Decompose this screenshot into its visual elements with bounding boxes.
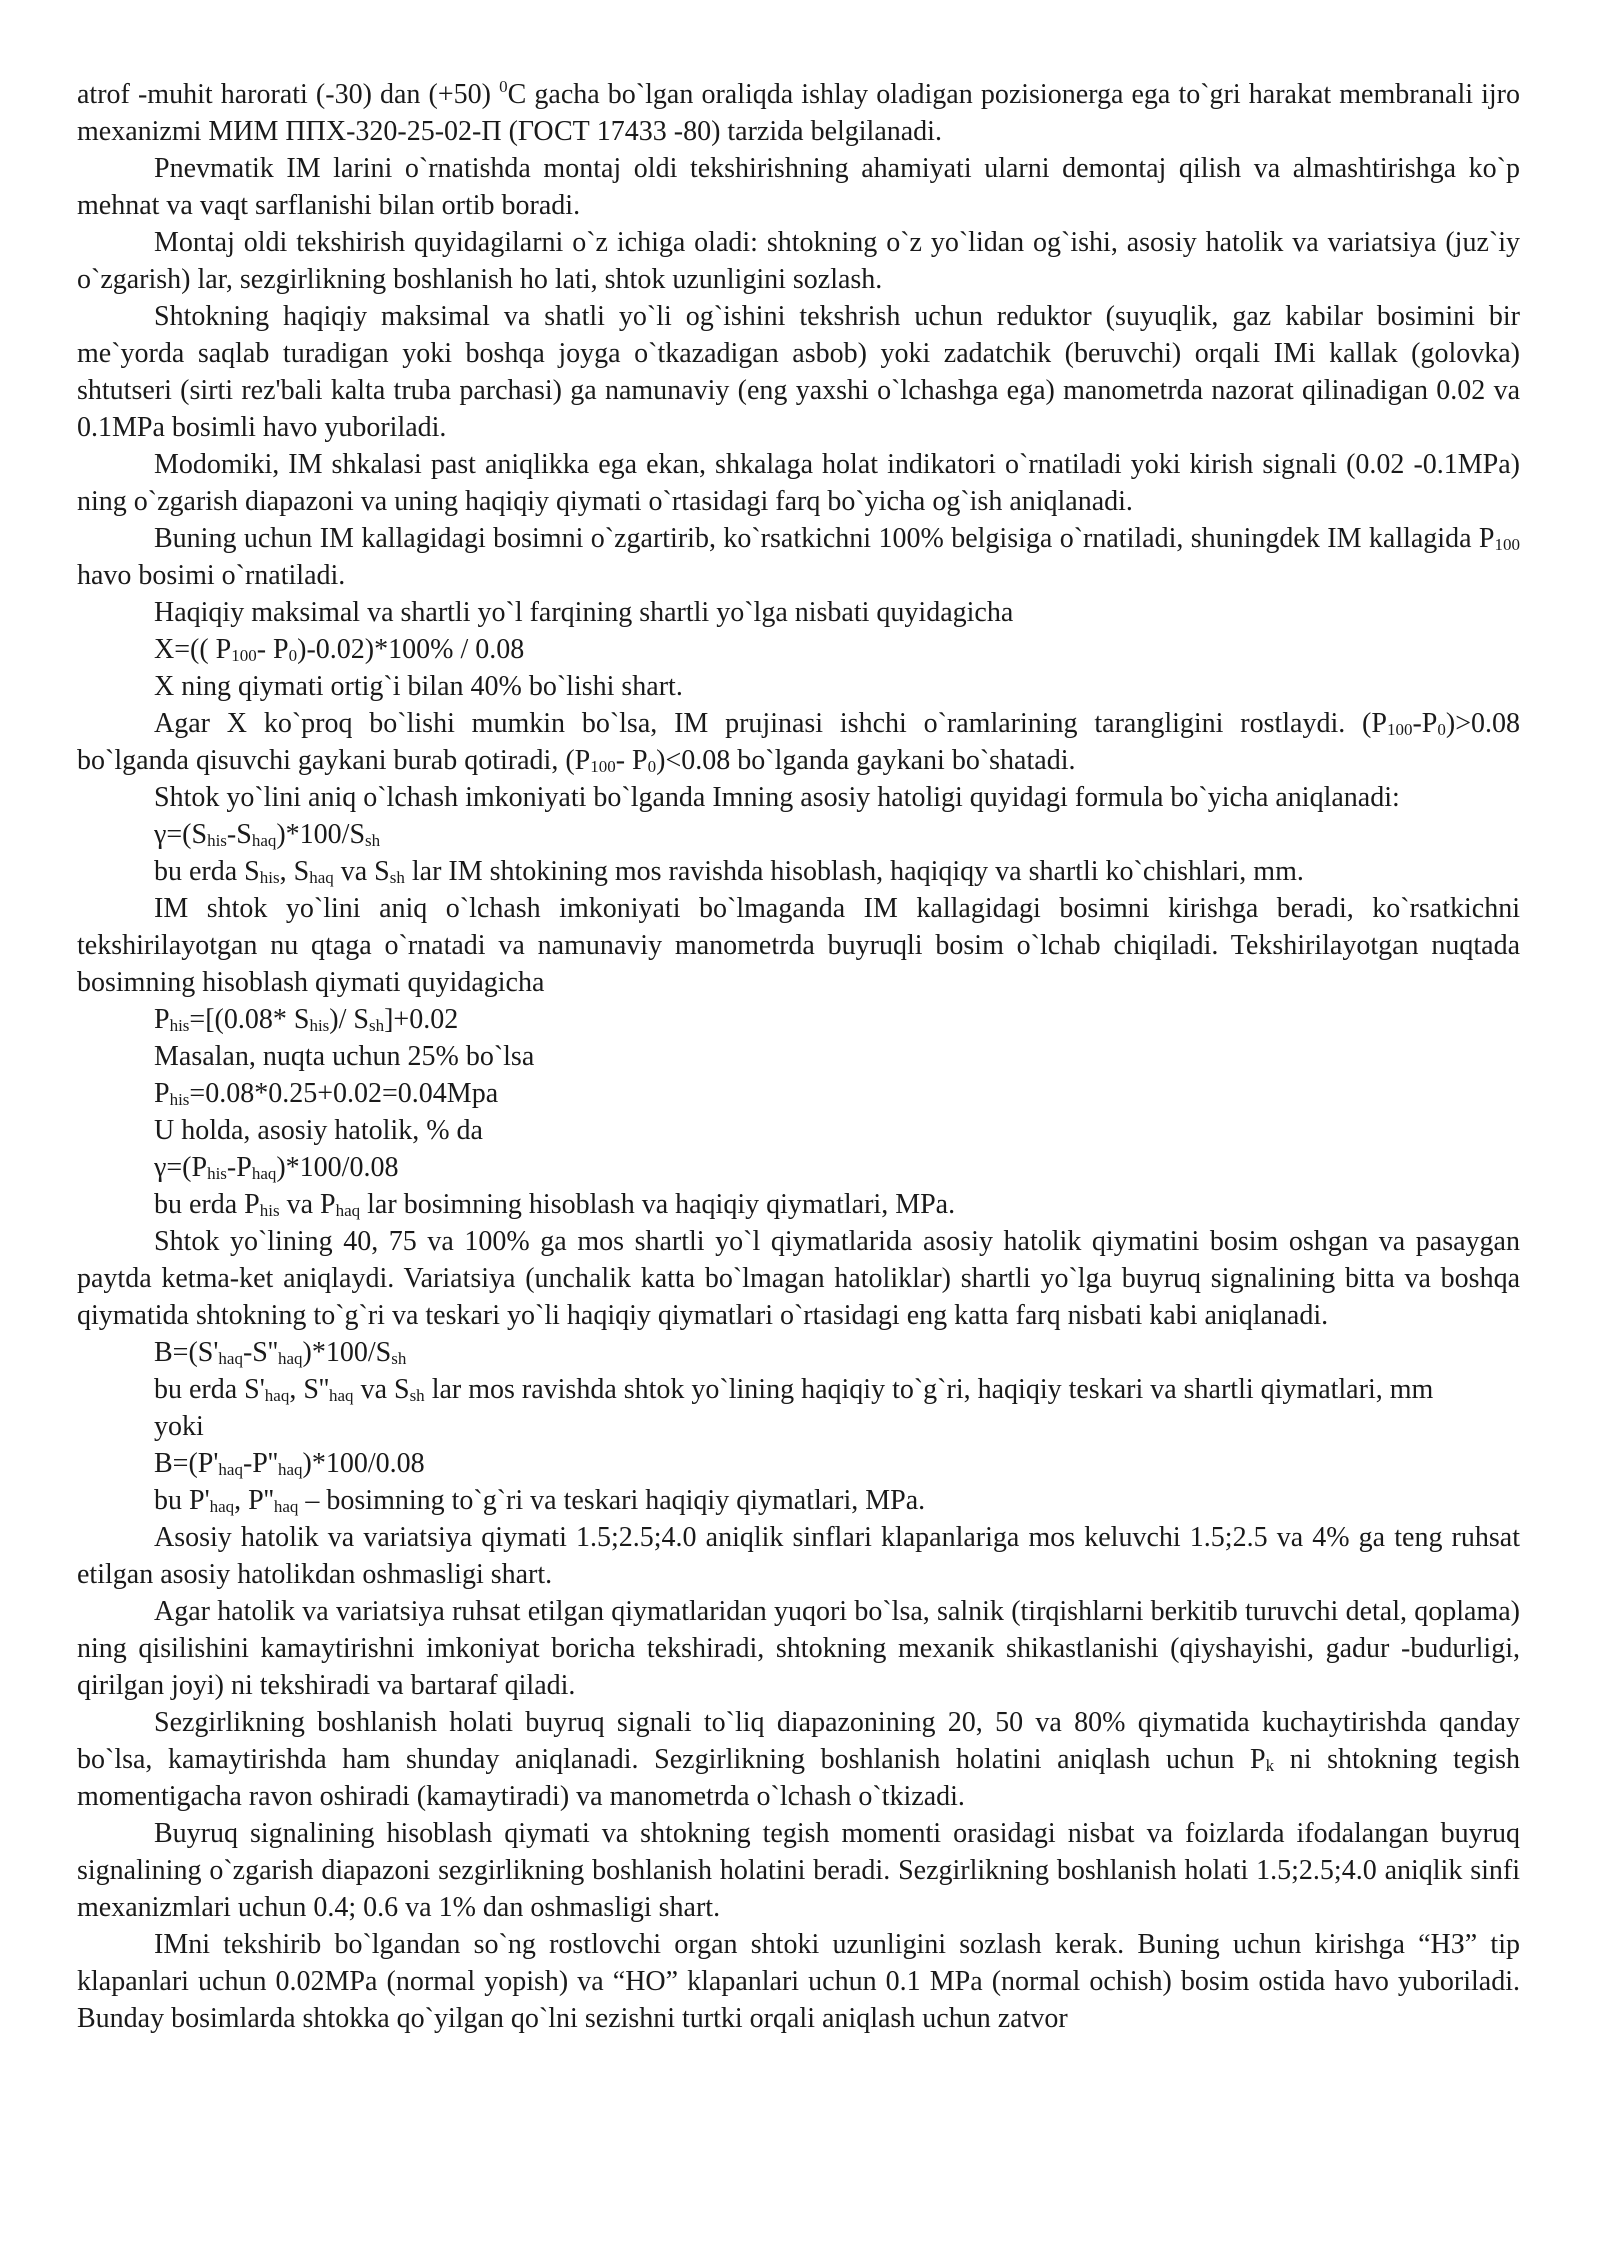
text-run: Shtokning haqiqiy maksimal va shatli yo`li og`ishini tekshrish uchun reduktor (suyuqlik, gaz kabilar bosimini bir me`yorda saqlab turadigan yoki boshqa joyga o`tkazadigan asbob) yoki zadatchik (beruvchi) orqali IMi kallak (golovka) shtutseri (sirti rez'bali kalta truba parchasi) ga namunaviy (eng yaxshi o`lchashga ega) manometrda nazorat qilinadigan 0.02 va 0.1MPa bosimli havo yuboriladi. — [77, 301, 1520, 443]
subscript: haq — [264, 1386, 290, 1405]
formula-line — [77, 1112, 1520, 1149]
text-run: bu P' — [154, 1485, 210, 1516]
text-run: ]+0.02 — [384, 1004, 459, 1035]
formula-line — [77, 1038, 1520, 1075]
text-run: bu erda S' — [154, 1374, 265, 1405]
body-paragraph — [77, 1815, 1520, 1926]
subscript: sh — [391, 1349, 407, 1368]
formula-line — [77, 1149, 1520, 1186]
subscript: haq — [251, 1164, 277, 1183]
text-run: bu erda S — [154, 856, 260, 887]
text-run: =0.08*0.25+0.02=0.04Mpa — [189, 1078, 499, 1109]
text-run: B=(S' — [154, 1337, 219, 1368]
text-run: γ=(P — [154, 1152, 208, 1183]
body-paragraph — [77, 1704, 1520, 1815]
subscript: his — [309, 1016, 330, 1035]
text-run: U holda, asosiy hatolik, % da — [154, 1115, 483, 1146]
subscript: 0 — [288, 646, 298, 665]
subscript: haq — [218, 1460, 243, 1479]
text-run: IMni tekshirib bo`lgandan so`ng rostlovchi organ shtoki uzunligini sozlash kerak. Buning uchun kirishga “НЗ” tip klapanlari uchun 0.02MPa (normal yopish) va “НО” klapanlari uchun 0.1 MPa (normal ochish) bosim ostida havo yuboriladi. Bunday bosimlarda shtokka qo`yilgan qo`lni sezishni turtki orqali aniqlash uchun zatvor — [77, 1929, 1520, 2034]
text-run: -S'' — [242, 1337, 278, 1368]
body-paragraph — [77, 779, 1520, 816]
text-run: lar IM shtokining mos ravishda hisoblash, haqiqiqy va shartli ko`chishlari, mm. — [404, 856, 1304, 887]
text-run: – bosimning to`g`ri va teskari haqiqiy qiymatlari, MPa. — [298, 1485, 926, 1516]
text-run: Buyruq signalining hisoblash qiymati va shtokning tegish momenti orasidagi nisbat va foizlarda ifodalangan buyruq signalining o`zgarish diapazoni sezgirlikning boshlanish holatini beradi. Sezgirlikning boshlanish holati 1.5;2.5;4.0 aniqlik sinfi mexanizmlari uchun 0.4; 0.6 va 1% dan oshmasligi shart. — [77, 1818, 1520, 1923]
text-run: )-0.02)*100% / 0.08 — [297, 634, 525, 665]
text-run: havo bosimi o`rnatiladi. — [77, 560, 346, 591]
text-run: yoki — [154, 1411, 204, 1442]
text-run: C gacha bo`lgan oraliqda ishlay oladigan pozisionerga ega to`gri harakat membranali ijro mexanizmi МИМ ППХ-320-25-02-П (ГОСТ 17433 -80) tarzida belgilanadi. — [77, 79, 1521, 147]
text-run: atrof -muhit harorati (-30) dan (+50) — [77, 79, 500, 110]
text-run: X ning qiymati ortig`i bilan 40% bo`lishi shart. — [154, 671, 683, 702]
text-run: Pnevmatik IM larini o`rnatishda montaj oldi tekshirishning ahamiyati ularni demontaj qilish va almashtirishga ko`p mehnat va vaqt sarflanishi bilan ortib boradi. — [77, 153, 1520, 221]
text-run: , S — [279, 856, 310, 887]
text-run: -S — [226, 819, 252, 850]
text-run: Agar X ko`proq bo`lishi mumkin bo`lsa, IM prujinasi ishchi o`ramlarining tarangligini rostlaydi. (P — [154, 708, 1387, 739]
text-run: B=(P' — [154, 1448, 219, 1479]
subscript: sh — [368, 1016, 385, 1035]
formula-line — [77, 853, 1520, 890]
subscript: 0 — [1437, 720, 1446, 739]
subscript: haq — [209, 1497, 235, 1516]
body-paragraph — [77, 446, 1520, 520]
text-run: )*100/0.08 — [276, 1152, 399, 1183]
subscript: his — [207, 831, 227, 850]
body-paragraph — [77, 150, 1520, 224]
subscript: sh — [389, 868, 405, 887]
text-run: -P — [1412, 708, 1438, 739]
text-run: Modomiki, IM shkalasi past aniqlikka ega ekan, shkalaga holat indikatori o`rnatiladi yoki kirish signali (0.02 -0.1MPa) ning o`zgarish diapazoni va uning haqiqiy qiymati o`rtasidagi farq bo`yicha og`ish aniqlanadi. — [77, 449, 1520, 517]
formula-line — [77, 816, 1520, 853]
subscript: haq — [218, 1349, 243, 1368]
subscript: haq — [277, 1460, 303, 1479]
body-paragraph — [77, 224, 1520, 298]
subscript: k — [1265, 1756, 1275, 1775]
subscript: 100 — [231, 646, 257, 665]
text-run: - P — [615, 745, 648, 776]
body-paragraph — [77, 1593, 1520, 1704]
text-run: Haqiqiy maksimal va shartli yo`l farqining shartli yo`lga nisbati quyidagicha — [154, 597, 1014, 628]
body-paragraph — [77, 1519, 1520, 1593]
subscript: his — [169, 1090, 190, 1109]
text-run: va S — [353, 1374, 410, 1405]
body-paragraph — [77, 1223, 1520, 1334]
subscript: his — [259, 868, 280, 887]
body-paragraph — [77, 520, 1520, 594]
text-run: Buning uchun IM kallagidagi bosimni o`zgartirib, ko`rsatkichni 100% belgisiga o`rnatiladi, shuningdek IM kallagida P — [154, 523, 1495, 554]
text-run: , S'' — [289, 1374, 330, 1405]
text-run: Montaj oldi tekshirish quyidagilarni o`z ichiga oladi: shtokning o`z yo`lidan og`ishi, asosiy hatolik va variatsiya (juz`iy o`zgarish) lar, sezgirlikning boshlanish ho lati, shtok uzunligini sozlash. — [77, 227, 1520, 295]
text-run: -P — [226, 1152, 252, 1183]
subscript: 0 — [647, 757, 657, 776]
body-paragraph — [77, 890, 1520, 1001]
text-run: )*100/S — [302, 1337, 392, 1368]
text-run: Masalan, nuqta uchun 25% bo`lsa — [154, 1041, 535, 1072]
subscript: haq — [273, 1497, 299, 1516]
subscript: his — [259, 1201, 280, 1220]
formula-line — [77, 1186, 1520, 1223]
text-run: - P — [256, 634, 289, 665]
text-run: -P'' — [242, 1448, 278, 1479]
formula-line — [77, 1001, 1520, 1038]
text-run: lar mos ravishda shtok yo`lining haqiqiy to`g`ri, haqiqiy teskari va shartli qiymatlari, mm — [424, 1374, 1434, 1405]
formula-line — [77, 1445, 1520, 1482]
text-run: X=(( P — [154, 634, 232, 665]
text-run: )<0.08 bo`lganda gaykani bo`shatadi. — [656, 745, 1076, 776]
text-run: va P — [279, 1189, 336, 1220]
superscript: 0 — [499, 77, 508, 96]
text-run: P — [154, 1078, 170, 1109]
text-run: P — [154, 1004, 170, 1035]
subscript: 100 — [590, 757, 616, 776]
text-run: )*100/S — [276, 819, 366, 850]
body-paragraph — [77, 1926, 1520, 2037]
text-run: Shtok yo`lini aniq o`lchash imkoniyati bo`lganda Imning asosiy hatoligi quyidagi formula bo`yicha aniqlanadi: — [154, 782, 1400, 813]
text-run: IM shtok yo`lini aniq o`lchash imkoniyati bo`lmaganda IM kallagidagi bosimni kirishga beradi, ko`rsatkichni tekshirilayotgan nu qtaga o`rnatadi va namunaviy manometrda buyruqli bosim o`lchab chiqiladi. Tekshirilayotgan nuqtada bosimning hisoblash qiymati quyidagicha — [77, 893, 1520, 998]
body-paragraph — [77, 76, 1520, 150]
formula-line — [77, 1075, 1520, 1112]
subscript: haq — [277, 1349, 303, 1368]
formula-line — [77, 1482, 1520, 1519]
formula-line — [77, 1408, 1520, 1445]
body-paragraph — [77, 594, 1520, 631]
text-run: lar bosimning hisoblash va haqiqiy qiymatlari, MPa. — [360, 1189, 956, 1220]
text-run: Sezgirlikning boshlanish holati buyruq signali to`liq diapazonining 20, 50 va 80% qiymatida kuchaytirishda qanday bo`lsa, kamaytirishda ham shunday aniqlanadi. Sezgirlikning boshlanish holatini aniqlash uchun P — [77, 1707, 1520, 1775]
formula-line — [77, 1334, 1520, 1371]
subscript: haq — [329, 1386, 354, 1405]
subscript: his — [169, 1016, 190, 1035]
text-run: )/ S — [329, 1004, 369, 1035]
formula-line — [77, 668, 1520, 705]
text-run: Agar hatolik va variatsiya ruhsat etilgan qiymatlaridan yuqori bo`lsa, salnik (tirqishlarni berkitib turuvchi detal, qoplama) ning qisilishini kamaytirishni imkoniyat boricha tekshiradi, shtokning mexanik shikastlanishi (qiyshayishi, gadur -budurligi, qirilgan joyi) ni tekshiradi va bartaraf qiladi. — [77, 1596, 1520, 1701]
text-run: )>0.08 bo`lganda qisuvchi gaykani burab qotiradi, (P — [77, 708, 1520, 776]
text-run: ni shtokning tegish momentigacha ravon oshiradi (kamaytiradi) va manometrda o`lchash o`tkizadi. — [77, 1744, 1520, 1812]
subscript: 100 — [1494, 535, 1520, 554]
text-run: γ=(S — [154, 819, 208, 850]
body-paragraph — [77, 705, 1520, 779]
subscript: his — [207, 1164, 227, 1183]
text-run: bu erda P — [154, 1189, 260, 1220]
body-paragraph — [77, 298, 1520, 446]
subscript: haq — [335, 1201, 361, 1220]
text-run: , P'' — [234, 1485, 274, 1516]
text-run: =[(0.08* S — [189, 1004, 310, 1035]
subscript: haq — [309, 868, 334, 887]
text-run: va S — [333, 856, 390, 887]
text-run: Shtok yo`lining 40, 75 va 100% ga mos shartli yo`l qiymatlarida asosiy hatolik qiymatini bosim oshgan va pasaygan paytda ketma-ket aniqlaydi. Variatsiya (unchalik katta bo`lmagan hatoliklar) shartli yo`lga buyruq signalining bitta va boshqa qiymatida shtokning to`g`ri va teskari yo`li haqiqiy qiymatlari o`rtasidagi eng katta farq nisbati kabi aniqlanadi. — [77, 1226, 1520, 1331]
formula-line — [77, 631, 1520, 668]
subscript: sh — [365, 831, 381, 850]
subscript: haq — [251, 831, 277, 850]
body-paragraph — [77, 1371, 1520, 1408]
subscript: sh — [409, 1386, 425, 1405]
text-run: )*100/0.08 — [302, 1448, 425, 1479]
text-run: Asosiy hatolik va variatsiya qiymati 1.5;2.5;4.0 aniqlik sinflari klapanlariga mos keluvchi 1.5;2.5 va 4% ga teng ruhsat etilgan asosiy hatolikdan oshmasligi shart. — [77, 1522, 1520, 1590]
subscript: 100 — [1386, 720, 1413, 739]
